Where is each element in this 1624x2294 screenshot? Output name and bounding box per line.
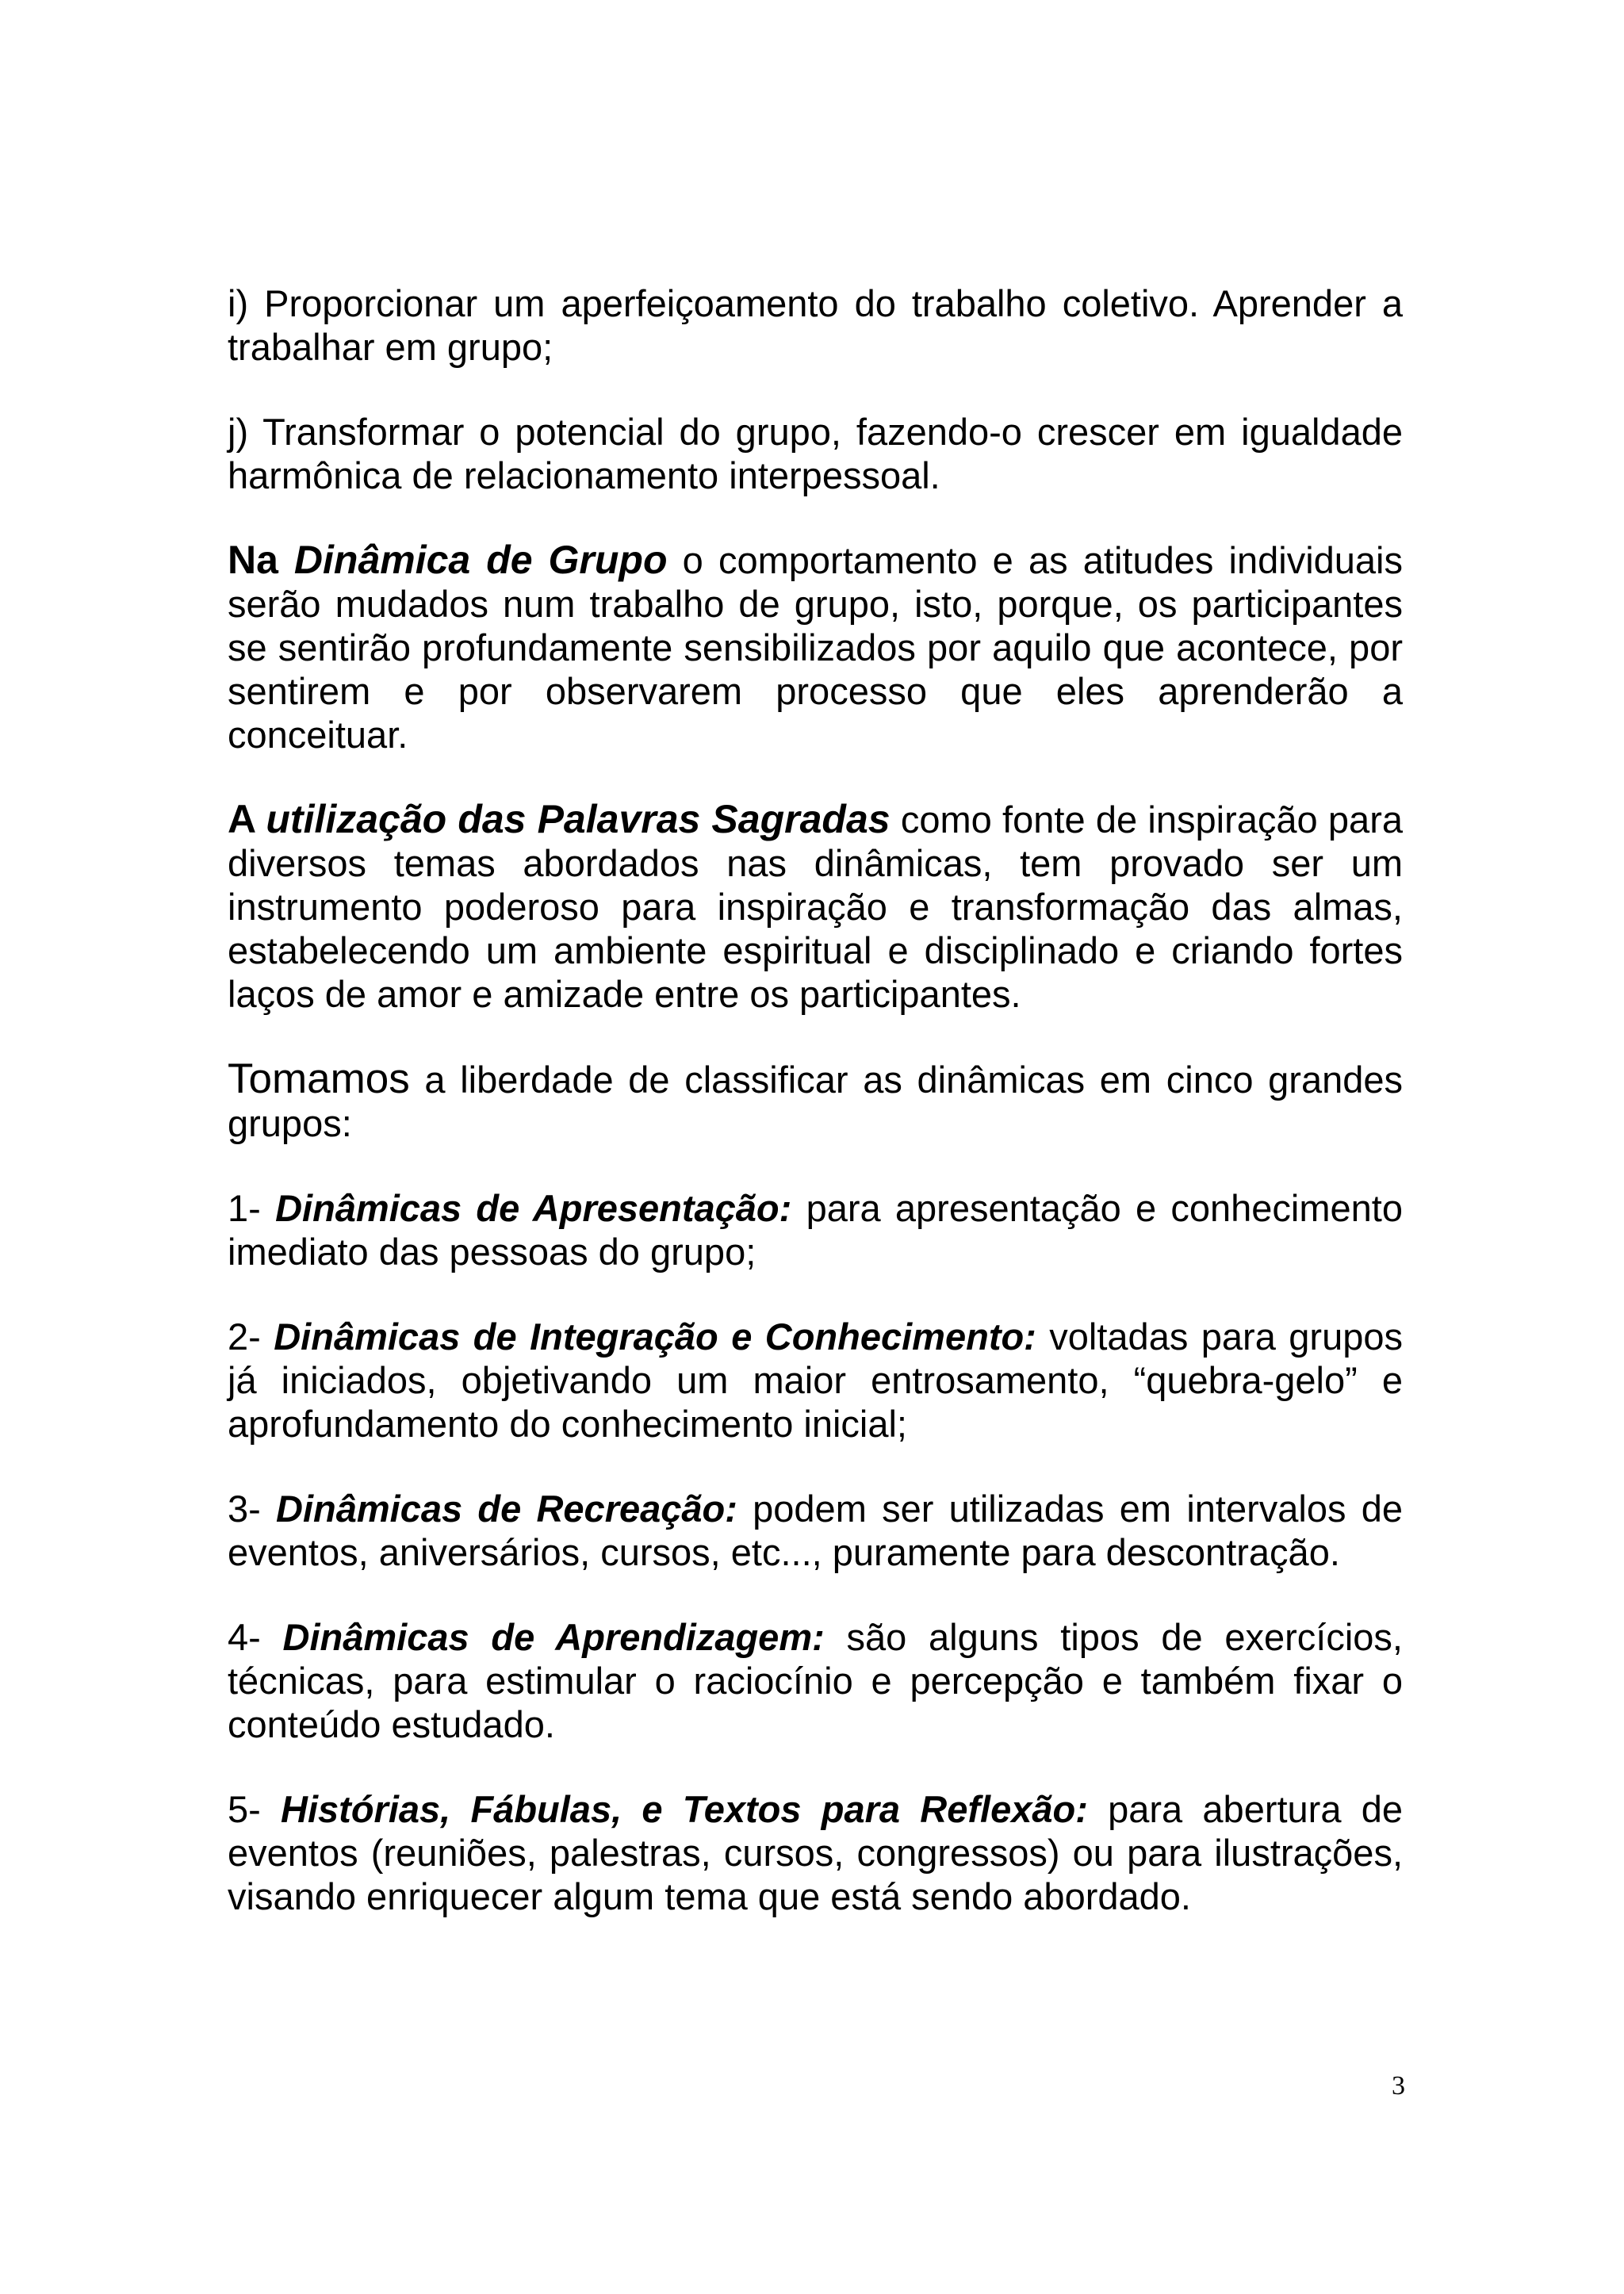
group-title: Dinâmicas de Recreação: — [276, 1488, 737, 1530]
group-description: para abertura de eventos (reuniões, palestras, cursos, congressos) ou para ilustrações, visando enriquecer algum tema que está sendo abordado. — [228, 1788, 1403, 1917]
dinamica-lead: Na — [228, 538, 294, 582]
group-description: voltadas para grupos já iniciados, objetivando um maior entrosamento, “quebra-gelo” e aprofundamento do conhecimento inicial; — [228, 1316, 1403, 1445]
group-number: 1- — [228, 1187, 276, 1229]
group-item-3 — [228, 1487, 1403, 1574]
group-item-2 — [228, 1315, 1403, 1446]
group-number: 5- — [228, 1788, 282, 1830]
tomamos-lead: Tomamos — [228, 1055, 410, 1102]
palavras-term: utilização das Palavras Sagradas — [266, 797, 891, 841]
group-number: 2- — [228, 1316, 274, 1358]
group-item-5 — [228, 1787, 1403, 1918]
page-content — [228, 281, 1403, 1959]
group-item-4 — [228, 1615, 1403, 1746]
palavras-paragraph — [228, 798, 1403, 1016]
palavras-text: como fonte de inspiração para diversos temas abordados nas dinâmicas, tem provado ser um instrumento poderoso para inspiração e transformação das almas, estabelecendo um ambiente espiritual e disciplinado e criando fortes laços de amor e amizade entre os participantes. — [228, 798, 1403, 1015]
dinamica-paragraph — [228, 538, 1403, 756]
tomamos-paragraph — [228, 1057, 1403, 1145]
objective-i: i) Proporcionar um aperfeiçoamento do trabalho coletivo. Aprender a trabalhar em grupo; — [228, 282, 1403, 368]
dinamica-term: Dinâmica de Grupo — [293, 538, 668, 582]
group-title: Dinâmicas de Aprendizagem: — [282, 1616, 825, 1658]
group-title: Dinâmicas de Apresentação: — [275, 1187, 792, 1229]
palavras-lead: A — [228, 797, 266, 841]
group-item-1 — [228, 1186, 1403, 1273]
group-description: para apresentação e conhecimento imediato das pessoas do grupo; — [228, 1187, 1404, 1273]
tomamos-text: a liberdade de classificar as dinâmicas em cinco grandes grupos: — [228, 1059, 1403, 1144]
page-number: 3 — [1392, 2071, 1405, 2101]
group-title: Dinâmicas de Integração e Conhecimento: — [274, 1316, 1036, 1358]
dinamica-text: o comportamento e as atitudes individuais serão mudados num trabalho de grupo, isto, porque, os participantes se sentirão profundamente sensibilizados por aquilo que acontece, por sentirem e por observarem processo que eles aprenderão a conceituar. — [228, 539, 1403, 756]
group-title: Histórias, Fábulas, e Textos para Reflexão: — [281, 1788, 1088, 1830]
objective-j: j) Transformar o potencial do grupo, fazendo-o crescer em igualdade harmônica de relacionamento interpessoal. — [228, 411, 1403, 496]
group-description: podem ser utilizadas em intervalos de eventos, aniversários, cursos, etc..., puramente para descontração. — [228, 1488, 1403, 1573]
group-number: 3- — [228, 1488, 277, 1530]
group-description: são alguns tipos de exercícios, técnicas, para estimular o raciocínio e percepção e também fixar o conteúdo estudado. — [228, 1616, 1403, 1745]
group-number: 4- — [228, 1616, 283, 1658]
